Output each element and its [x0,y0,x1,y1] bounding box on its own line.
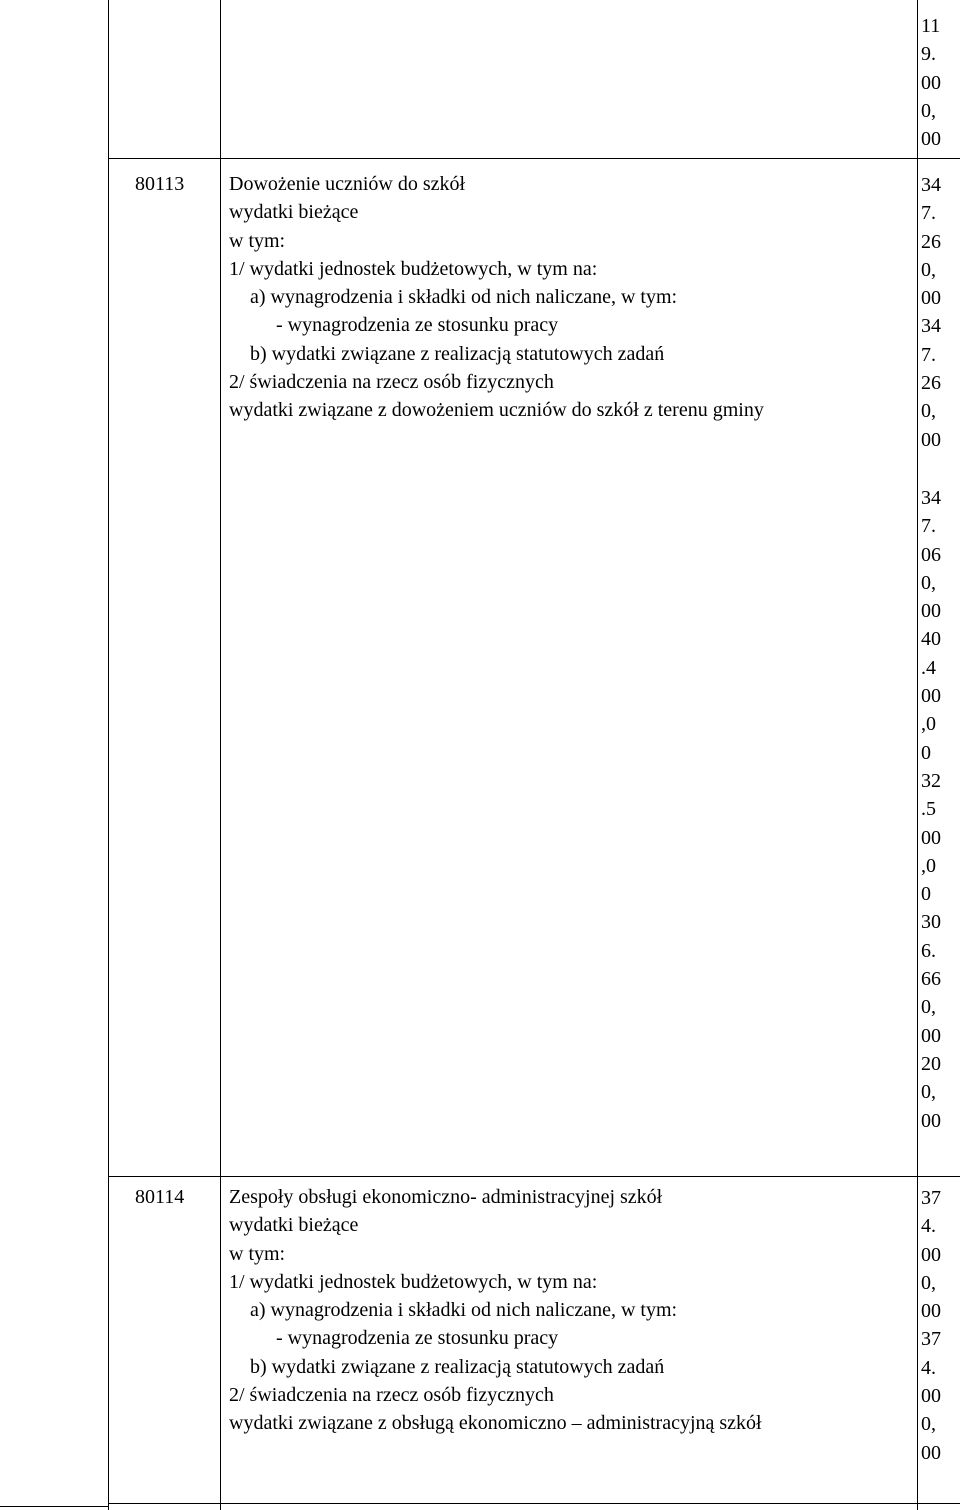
line-item: wydatki bieżące [229,1214,359,1237]
line-item: 2/ świadczenia na rzecz osób fizycznych [229,371,554,394]
section-description-80114 [229,1183,762,1438]
previous-row-amount: 11 9. 00 0, 00 [921,15,941,151]
page-footer-rule [0,1506,108,1507]
line-item: wydatki związane z obsługą ekonomiczno – administracyjną szkół [229,1412,762,1435]
section-description-80113 [229,170,764,425]
line-item: w tym: [229,1242,286,1265]
row-divider-middle [108,1176,960,1177]
line-item: - wynagrodzenia ze stosunku pracy [276,314,559,337]
line-item: b) wydatki związane z realizacją statutowych zadań [250,342,665,365]
line-item: - wynagrodzenia ze stosunku pracy [276,1327,559,1350]
line-item: w tym: [229,229,286,252]
column-divider-code [220,0,221,1510]
line-item: a) wynagrodzenia i składki od nich naliczane, w tym: [250,1299,678,1322]
section-title: Dowożenie uczniów do szkół [229,173,466,195]
line-item: b) wydatki związane z realizacją statutowych zadań [250,1355,665,1378]
line-item: wydatki związane z dowożeniem uczniów do szkół z terenu gminy [229,399,764,422]
section-title: Zespoły obsługi ekonomiczno- administracyjnej szkół [229,1186,663,1208]
amounts-80114-a: 37 4. 00 0, 00 37 4. 00 0, 00 [921,1187,941,1464]
row-divider-top [108,158,960,159]
line-item: a) wynagrodzenia i składki od nich naliczane, w tym: [250,286,678,309]
line-item: wydatki bieżące [229,201,359,224]
column-divider-amount [917,0,918,1510]
row-divider-bottom [108,1503,960,1504]
section-code-80114: 80114 [135,1186,185,1208]
table-border-left [108,0,109,1510]
section-code-80113: 80113 [135,173,185,195]
amounts-80113-b: 34 7. 06 0, 00 40 .4 00 ,0 0 32 .5 00 ,0 0 30 6. 66 0, 00 20 0, 00 [921,487,941,1132]
amounts-80113-a: 34 7. 26 0, 00 34 7. 26 0, 00 [921,174,941,451]
line-item: 1/ wydatki jednostek budżetowych, w tym na: [229,257,598,280]
line-item: 2/ świadczenia na rzecz osób fizycznych [229,1384,554,1407]
line-item: 1/ wydatki jednostek budżetowych, w tym na: [229,1270,598,1293]
